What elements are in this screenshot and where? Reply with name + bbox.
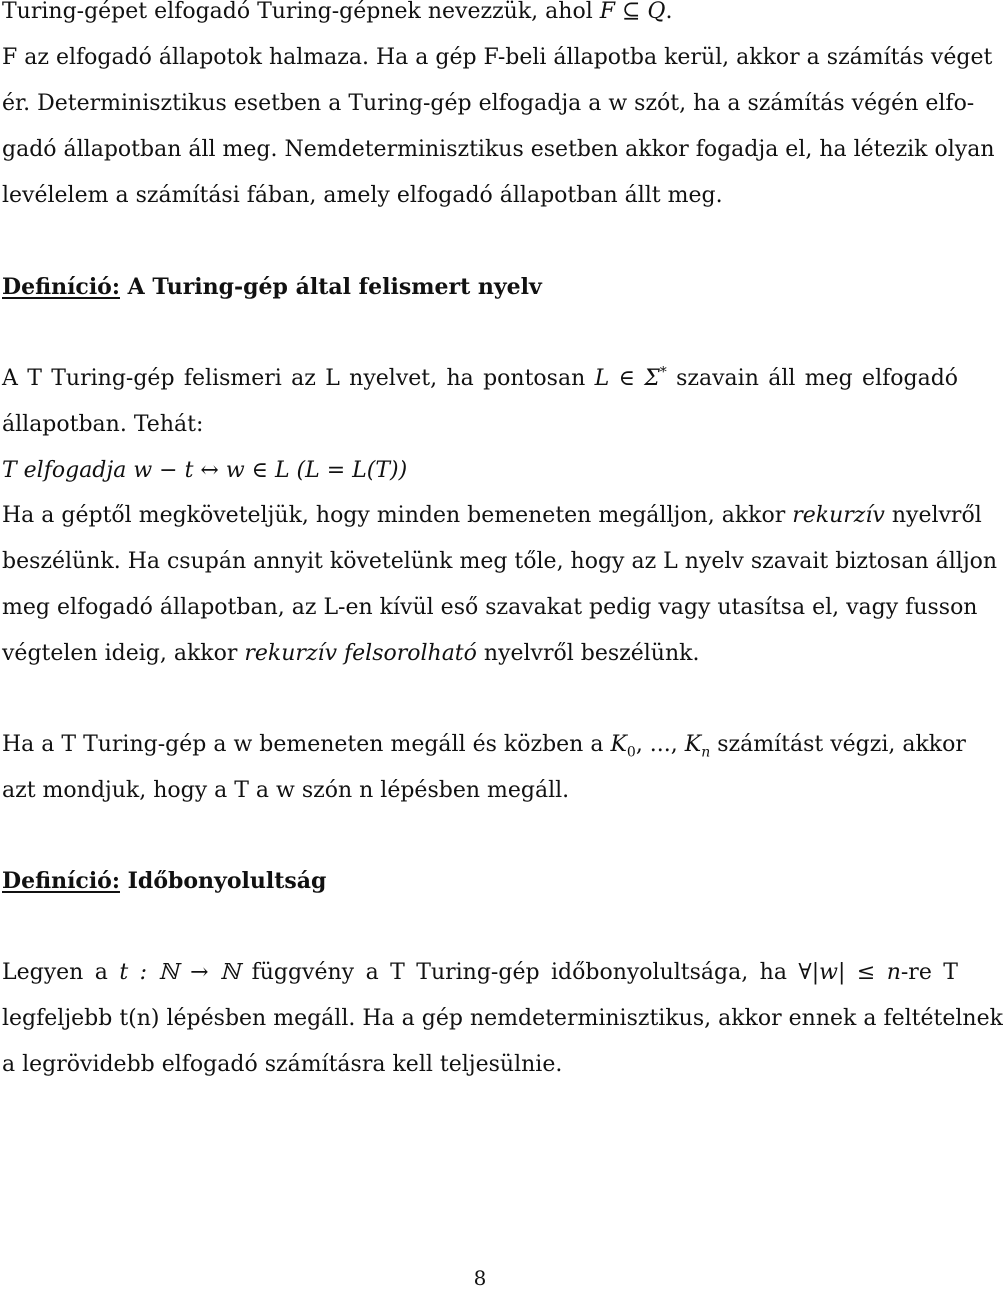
def1-line-3 bbox=[2, 501, 982, 531]
def1-line-4: beszélünk. Ha csupán annyit követelünk meg tőle, hogy az L nyelv szavait biztosan álljon bbox=[2, 549, 998, 574]
math-star: * bbox=[659, 364, 667, 381]
intro-line-1 bbox=[2, 0, 672, 27]
math-l-in-sigma: L ∈ Σ bbox=[594, 366, 660, 391]
text-span: nyelvről beszélünk. bbox=[476, 641, 700, 666]
text-span: A T Turing-gép felismeri az L nyelvet, ha pontosan bbox=[2, 366, 595, 391]
text-span: nyelvről bbox=[884, 503, 982, 528]
intro-line-2: F az elfogadó állapotok halmaza. Ha a gép F-beli állapotba kerül, akkor a számítás véget bbox=[2, 45, 993, 70]
text-span: , ..., bbox=[635, 732, 685, 757]
math-k: K bbox=[610, 732, 627, 757]
definition-title: A Turing-gép által felismert nyelv bbox=[119, 274, 542, 300]
text-span: függvény a T Turing-gép időbonyolultsága, ha bbox=[240, 960, 799, 985]
page-number: 8 bbox=[473, 1266, 487, 1290]
emphasis-recursively-enumerable: rekurzív felsorolható bbox=[244, 641, 477, 666]
def1-formula: T elfogadja w − t ↔ w ∈ L (L = L(T)) bbox=[2, 458, 408, 483]
definition-label: Definíció: bbox=[2, 274, 120, 300]
definition-heading-recognized-language bbox=[2, 272, 542, 302]
definition-heading-time-complexity bbox=[2, 866, 326, 896]
text-span: szavain áll meg elfogadó bbox=[666, 366, 959, 391]
text-span: végtelen ideig, akkor bbox=[2, 641, 245, 666]
def1-line-2: állapotban. Tehát: bbox=[2, 412, 204, 437]
halting-line-2: azt mondjuk, hogy a T a w szón n lépésben megáll. bbox=[2, 778, 570, 803]
text-span: Ha a géptől megköveteljük, hogy minden bemeneten megálljon, akkor bbox=[2, 503, 793, 528]
def2-line-3: a legrövidebb elfogadó számításra kell teljesülnie. bbox=[2, 1052, 563, 1077]
math-subscript: 0 bbox=[626, 744, 636, 761]
def1-line-5: meg elfogadó állapotban, az L-en kívül eső szavakat pedig vagy utasítsa el, vagy fusson bbox=[2, 595, 978, 620]
math-f-subset-q: F ⊆ Q bbox=[599, 0, 666, 24]
intro-line-4: gadó állapotban áll meg. Nemdeterminisztikus esetben akkor fogadja el, ha létezik olyan bbox=[2, 137, 995, 162]
halting-line-1 bbox=[2, 730, 966, 761]
def2-line-1 bbox=[2, 958, 958, 988]
definition-label: Definíció: bbox=[2, 868, 120, 894]
text-span: . bbox=[665, 0, 673, 24]
text-span: Legyen a bbox=[2, 960, 120, 985]
def1-line-6 bbox=[2, 639, 699, 669]
emphasis-recursive: rekurzív bbox=[792, 503, 885, 528]
text-span: Turing-gépet elfogadó Turing-gépnek nevezzük, ahol bbox=[2, 0, 600, 24]
def2-line-2: legfeljebb t(n) lépésben megáll. Ha a gép nemdeterminisztikus, akkor ennek a feltételnek bbox=[2, 1006, 1003, 1031]
intro-line-3: ér. Determinisztikus esetben a Turing-gép elfogadja a w szót, ha a számítás végén elfo- bbox=[2, 91, 975, 116]
text-span: számítást végzi, akkor bbox=[710, 732, 966, 757]
intro-line-5: levélelem a számítási fában, amely elfogadó állapotban állt meg. bbox=[2, 183, 723, 208]
text-span: Ha a T Turing-gép a w bemeneten megáll és közben a bbox=[2, 732, 611, 757]
math-subscript: n bbox=[701, 744, 711, 761]
math-t-function: t : ℕ → ℕ bbox=[119, 960, 241, 985]
def1-line-1 bbox=[2, 364, 958, 394]
math-forall-w: ∀|w| ≤ n bbox=[798, 960, 901, 985]
definition-title: Időbonyolultság bbox=[119, 868, 327, 894]
text-span: -re T bbox=[900, 960, 958, 985]
math-k: K bbox=[684, 732, 702, 757]
